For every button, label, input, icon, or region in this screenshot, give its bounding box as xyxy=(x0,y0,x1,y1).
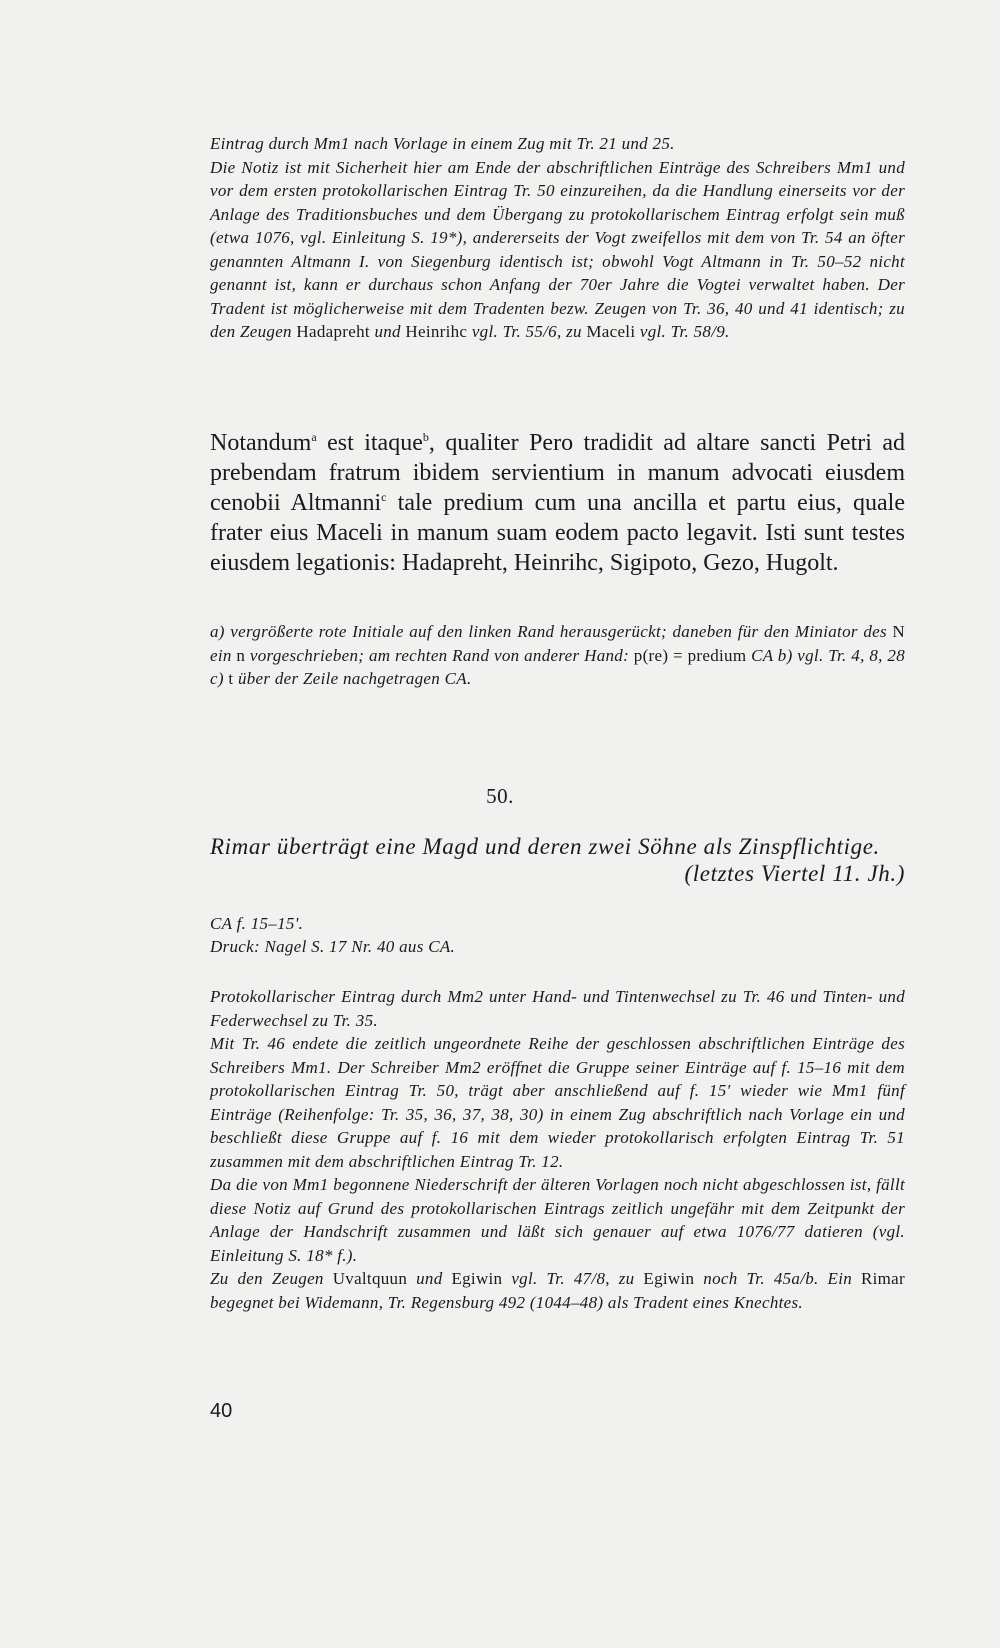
latin-text xyxy=(210,428,905,578)
person-name: Rimar xyxy=(861,1269,905,1288)
commentary-paragraph: Die Notiz ist mit Sicherheit hier am Ende der abschriftlichen Einträge des Schreibers Mm1 und vor dem ersten protokollarischen Eintrag Tr. 50 einzureihen, da die Handlung einerseits vor der Anlage des Traditionsbuches und dem Übergang zu protokollarischem Eintrag erfolgt sein muß (etwa 1076, vgl. Einleitung S. 19*), andererseits der Vogt zweifellos mit dem von Tr. 54 an öfter genannten Altmann I. von Siegenburg identisch ist; obwohl Vogt Altmann in Tr. 50–52 nicht genannt ist, kann er durchaus schon Anfang der 70er Jahre die Vogtei verwaltet haben. Der Tradent ist möglicherweise mit dem Tradenten bezw. Zeugen von Tr. 36, 40 und 41 identisch; zu den Zeugen Hadapreht und Heinrihc vgl. Tr. 55/6, zu Maceli vgl. Tr. 58/9. xyxy=(210,157,905,341)
commentary-paragraph: Zu den Zeugen Uvaltquun und Egiwin vgl. Tr. 47/8, zu Egiwin noch Tr. 45a/b. Ein Rimar begegnet bei Widemann, Tr. Regensburg 492 (1044–48) als Tradent eines Knechtes. xyxy=(210,1269,905,1312)
footnote-marker: c xyxy=(381,490,387,504)
regest: Rimar überträgt eine Magd und deren zwei Söhne als Zinspflichtige. xyxy=(210,834,880,859)
document-heading xyxy=(210,833,905,887)
document-number: 50. xyxy=(486,784,514,808)
manuscript-reference: CA f. 15–15'. xyxy=(210,914,304,933)
previous-commentary xyxy=(210,132,905,344)
commentary-paragraph: Da die von Mm1 begonnene Niederschrift der älteren Vorlagen noch nicht abgeschlossen ist, fällt diese Notiz auf Grund des protokollarischen Eintrags zeitlich ungefähr mit dem Zeitpunkt der Anlage der Handschrift zusammen und läßt sich genauer auf etwa 1076/77 datieren (vgl. Einleitung S. 18* f.). xyxy=(210,1175,905,1265)
footnote-marker: b xyxy=(422,430,429,444)
witness-name: Egiwin xyxy=(643,1269,695,1288)
source-info xyxy=(210,912,905,958)
document-date: (letztes Viertel 11. Jh.) xyxy=(684,861,905,886)
commentary-paragraph: Mit Tr. 46 endete die zeitlich ungeordnete Reihe der geschlossen abschriftlichen Einträge des Schreibers Mm1. Der Schreiber Mm2 eröffnet die Gruppe seiner Einträge auf f. 15–16 mit dem protokollarischen Eintrag Tr. 50, trägt aber anschließend auf f. 15' wieder wie Mm1 fünf Einträge (Reihenfolge: Tr. 35, 36, 37, 38, 30) in einem Zug abschriftlich nach Vorlage ein und beschließt diese Gruppe auf f. 16 mit dem wieder protokollarisch erfolgten Eintrag Tr. 51 zusammen mit dem abschriftlichen Eintrag Tr. 12. xyxy=(210,1034,905,1171)
witness-name: Maceli xyxy=(586,322,636,341)
commentary-paragraph: Protokollarischer Eintrag durch Mm2 unter Hand- und Tintenwechsel zu Tr. 46 und Tinten- und Federwechsel zu Tr. 35. xyxy=(210,987,905,1030)
witness-name: Egiwin xyxy=(451,1269,503,1288)
footnote-marker: a xyxy=(311,430,317,444)
charter-text: Notandum$^a$ est itaque$^b$, qualiter Pero tradidit ad altare sancti Petri ad prebendam fratrum ibidem servientium in manum advocati eiusdem cenobii Altmanni$^c$ tale predium cum una ancilla et partu eius, quale frater eius Maceli in manum suam eodem pacto legavit. Isti sunt testes eiusdem legationis: Hadapreht, Heinrihc, Sigipoto, Gezo, Hugolt. xyxy=(210,430,905,576)
document-commentary xyxy=(210,985,905,1314)
apparatus-notes: a) vergrößerte rote Initiale auf den linken Rand herausgerückt; daneben für den Miniator des N ein n vorgeschrieben; am rechten Rand von anderer Hand: p(re) = predium CA b) vgl. Tr. 4, 8, 28 c) t über der Zeile nachgetragen CA. xyxy=(210,622,906,688)
critical-apparatus xyxy=(210,620,905,691)
witness-name: Hadapreht xyxy=(296,322,370,341)
print-reference: Druck: Nagel S. 17 Nr. 40 aus CA. xyxy=(210,937,456,956)
witness-name: Uvaltquun xyxy=(332,1269,408,1288)
commentary-line: Eintrag durch Mm1 nach Vorlage in einem Zug mit Tr. 21 und 25. xyxy=(210,134,675,153)
witness-name: Heinrihc xyxy=(405,322,468,341)
page-number: 40 xyxy=(210,1400,233,1422)
